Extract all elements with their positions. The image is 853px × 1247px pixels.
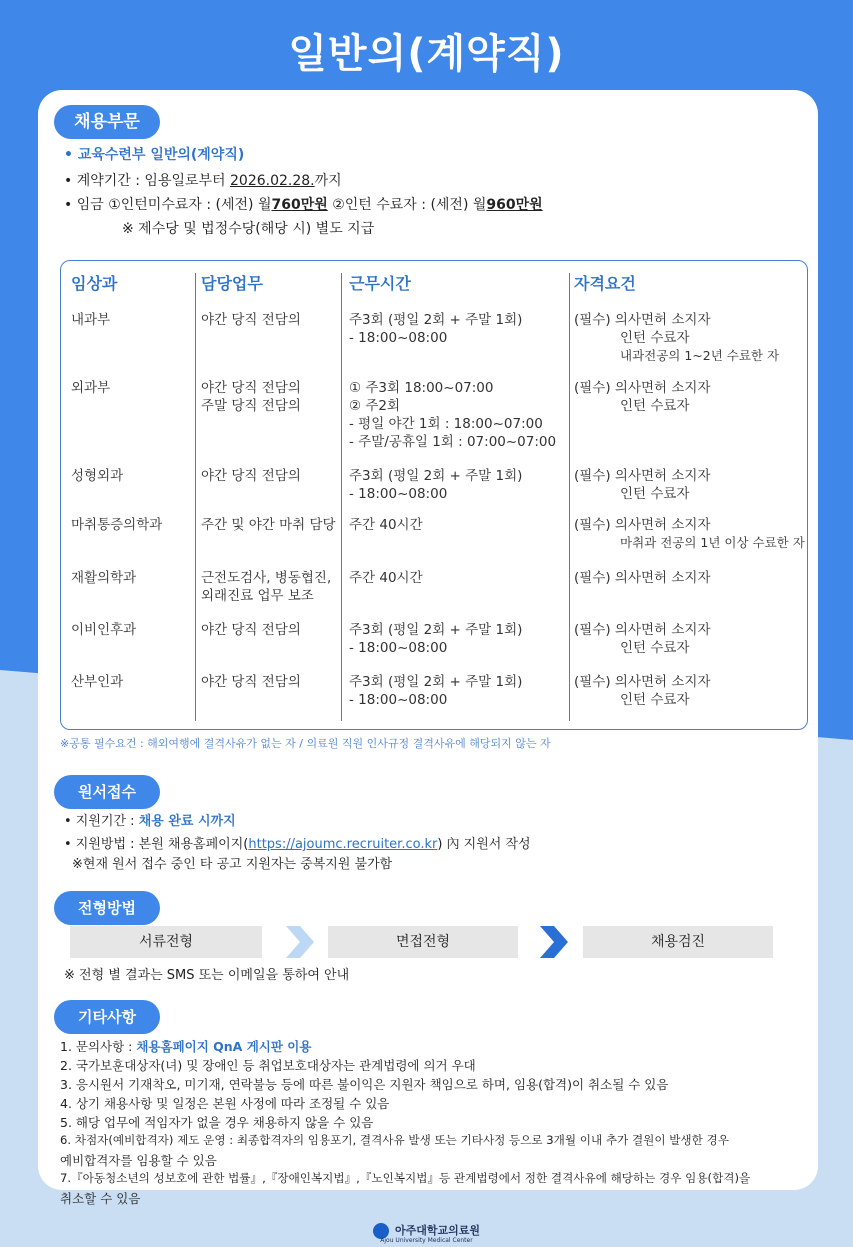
- table-cell-hours: - 주말/공휴일 1회 : 07:00~07:00: [349, 434, 557, 450]
- table-cell-duty: 야간 당직 전담의: [201, 312, 301, 328]
- page-title: 일반의(계약직): [288, 31, 565, 77]
- common-requirement-note: ※공통 필수요건 : 해외여행에 결격사유가 없는 자 / 의료원 직원 인사규정 결격사유에 해당되지 않는 자: [60, 737, 551, 750]
- apply-method-suffix: ) 內 지원서 작성: [437, 837, 531, 852]
- apply-url-link[interactable]: https://ajoumc.recruiter.co.kr: [248, 837, 438, 852]
- etc-item6b: 예비합격자를 임용할 수 있음: [60, 1153, 217, 1168]
- table-cell-dept: 외과부: [71, 380, 111, 396]
- section-process-pill: 전형방법: [54, 891, 160, 925]
- table-cell-hours: ① 주3회 18:00~07:00: [349, 380, 494, 396]
- footer-logo: [0, 1222, 853, 1244]
- positions-table: [60, 260, 808, 730]
- table-cell-duty: 야간 당직 전담의: [201, 622, 301, 638]
- table-cell-duty: 야간 당직 전담의: [201, 380, 301, 396]
- etc-item1-label: 1. 문의사항 :: [60, 1039, 137, 1054]
- etc-item3: 3. 응시원서 기재착오, 미기재, 연락불능 등에 따른 불이익은 지원자 책임으로 하며, 임용(합격)이 취소될 수 있음: [60, 1077, 669, 1092]
- etc-item2: 2. 국가보훈대상자(녀) 및 장애인 등 취업보호대상자는 관계법령에 의거 우대: [60, 1058, 476, 1073]
- content-card: [38, 90, 818, 1206]
- process-step-health-check: 채용검진: [583, 926, 773, 958]
- table-cell-qual: (필수) 의사면허 소지자: [574, 570, 711, 586]
- apply-line1: [64, 810, 236, 829]
- table-cell-dept: 성형외과: [71, 468, 124, 484]
- section-apply-pill: 원서접수: [54, 775, 160, 809]
- recruit-line2-suffix: 까지: [314, 173, 342, 189]
- apply-line2: [64, 833, 531, 852]
- table-cell-hours: 주간 40시간: [349, 517, 423, 533]
- recruit-line2-prefix: • 계약기간 : 임용일로부터: [64, 173, 231, 189]
- recruit-line3: [64, 194, 543, 214]
- table-cell-hours: 주3회 (평일 2회 + 주말 1회): [349, 674, 523, 690]
- table-cell-dept: 마취통증의학과: [71, 517, 163, 533]
- etc-item5: 5. 해당 업무에 적임자가 없을 경우 채용하지 않을 수 있음: [60, 1115, 374, 1130]
- process-step-interview: 면접전형: [328, 926, 518, 958]
- table-divider: [569, 273, 570, 721]
- table-cell-hours: - 18:00~08:00: [349, 486, 448, 502]
- etc-item1-value: 채용홈페이지 QnA 게시판 이용: [136, 1039, 312, 1054]
- table-cell-qual: (필수) 의사면허 소지자: [574, 312, 711, 328]
- process-step-document: 서류전형: [70, 926, 262, 958]
- table-cell-qual: (필수) 의사면허 소지자: [574, 622, 711, 638]
- table-cell-hours: - 18:00~08:00: [349, 330, 448, 346]
- recruit-line1: • 교육수련부 일반의(계약직): [64, 147, 245, 163]
- table-cell-duty: 주간 및 야간 마취 담당: [201, 517, 336, 533]
- etc-item7a: 7.『아동청소년의 성보호에 관한 법률』,『장애인복지법』,『노인복지법』등 관계법령에서 정한 결격사유에 해당하는 경우 임용(합격)을: [60, 1171, 751, 1185]
- section-etc-pill: 기타사항: [54, 1000, 160, 1034]
- table-header-dept: 임상과: [71, 274, 118, 293]
- table-cell-qual: 인턴 수료자: [620, 692, 690, 708]
- table-header-qual: 자격요건: [574, 274, 636, 293]
- table-cell-hours: 주간 40시간: [349, 570, 423, 586]
- table-cell-duty: 주말 당직 전담의: [201, 398, 301, 414]
- table-divider: [195, 273, 196, 721]
- table-cell-qual: 인턴 수료자: [620, 330, 690, 346]
- salary-intern-incomplete-label: • 임금 ①인턴미수료자 : (세전) 월: [64, 197, 272, 213]
- table-cell-duty: 외래진료 업무 보조: [201, 588, 314, 604]
- recruit-line2: [64, 170, 342, 190]
- table-cell-qual: 인턴 수료자: [620, 640, 690, 656]
- salary-intern-incomplete-value: 760만원: [271, 197, 328, 213]
- etc-item1: [60, 1037, 311, 1055]
- table-header-hours: 근무시간: [349, 274, 411, 293]
- table-cell-dept: 이비인후과: [71, 622, 137, 638]
- table-divider: [341, 273, 342, 721]
- table-cell-qual: 내과전공의 1~2년 수료한 자: [620, 348, 780, 363]
- table-cell-duty: 야간 당직 전담의: [201, 674, 301, 690]
- apply-period-label: • 지원기간 :: [64, 814, 139, 829]
- table-cell-hours: - 18:00~08:00: [349, 692, 448, 708]
- footer-hospital-subname: Ajou University Medical Center: [380, 1237, 473, 1244]
- table-cell-hours: - 평일 야간 1회 : 18:00~07:00: [349, 416, 543, 432]
- table-cell-hours: ② 주2회: [349, 398, 401, 414]
- table-cell-hours: 주3회 (평일 2회 + 주말 1회): [349, 312, 523, 328]
- salary-intern-complete-value: 960만원: [486, 197, 543, 213]
- table-cell-duty: 근전도검사, 병동협진,: [201, 570, 332, 586]
- table-cell-qual: (필수) 의사면허 소지자: [574, 517, 711, 533]
- table-cell-dept: 재활의학과: [71, 570, 137, 586]
- recruit-line4: ※ 제수당 및 법정수당(해당 시) 별도 지급: [122, 221, 375, 237]
- section-recruit-pill: 채용부문: [54, 105, 160, 139]
- table-cell-qual: 인턴 수료자: [620, 398, 690, 414]
- etc-item7b: 취소할 수 있음: [60, 1191, 141, 1206]
- table-cell-hours: 주3회 (평일 2회 + 주말 1회): [349, 622, 523, 638]
- table-cell-hours: 주3회 (평일 2회 + 주말 1회): [349, 468, 523, 484]
- etc-item4: 4. 상기 채용사항 및 일정은 본원 사정에 따라 조정될 수 있음: [60, 1096, 390, 1111]
- apply-period-value: 채용 완료 시까지: [138, 814, 236, 829]
- table-cell-duty: 야간 당직 전담의: [201, 468, 301, 484]
- apply-line3: ※현재 원서 접수 중인 타 공고 지원자는 중복지원 불가함: [72, 857, 393, 872]
- salary-intern-complete-label: ②인턴 수료자 : (세전) 월: [327, 197, 487, 213]
- table-cell-qual: (필수) 의사면허 소지자: [574, 674, 711, 690]
- chevron-right-icon: [282, 924, 318, 960]
- apply-method-label: • 지원방법 : 본원 채용홈페이지(: [64, 837, 249, 852]
- footer-hospital-name: 아주대학교의료원: [394, 1224, 480, 1237]
- chevron-right-icon: [536, 924, 572, 960]
- table-cell-qual: 인턴 수료자: [620, 486, 690, 502]
- recruit-line2-date: 2026.02.28.: [230, 173, 315, 189]
- etc-item6a: 6. 차점자(예비합격자) 제도 운영 : 최종합격자의 임용포기, 결격사유 발생 또는 기타사정 등으로 3개월 이내 추가 결원이 발생한 경우: [60, 1133, 729, 1147]
- table-cell-qual: (필수) 의사면허 소지자: [574, 468, 711, 484]
- process-note: ※ 전형 별 결과는 SMS 또는 이메일을 통하여 안내: [64, 968, 350, 983]
- table-cell-dept: 산부인과: [71, 674, 124, 690]
- table-cell-hours: - 18:00~08:00: [349, 640, 448, 656]
- table-cell-qual: (필수) 의사면허 소지자: [574, 380, 711, 396]
- table-cell-dept: 내과부: [71, 312, 111, 328]
- table-cell-qual: 마취과 전공의 1년 이상 수료한 자: [620, 535, 805, 550]
- table-header-duty: 담당업무: [201, 274, 263, 293]
